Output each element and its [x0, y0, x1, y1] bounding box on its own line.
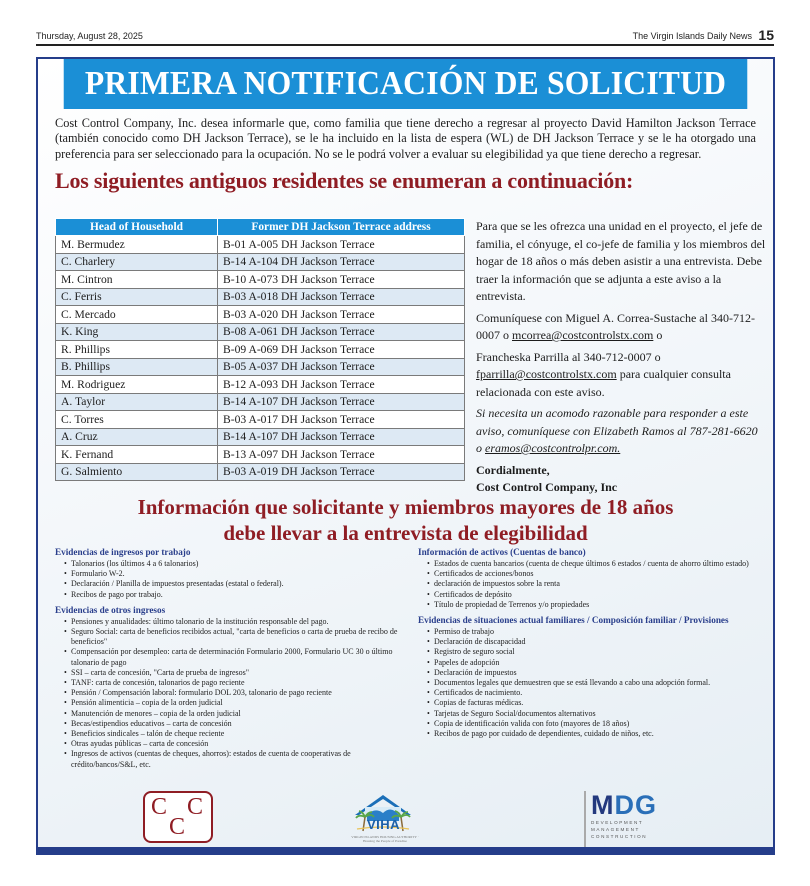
- mdg-m: M: [591, 790, 615, 820]
- closing: Cordialmente,: [476, 462, 550, 477]
- document-list-item: • Pensión / Compensación laboral: formulario DOL 203, talonario de pago reciente: [64, 688, 410, 698]
- residents-and-contact-section: [55, 218, 766, 494]
- document-list-item: • Recibos de pago por cuidado de dependientes, cuidado de niños, etc.: [427, 729, 763, 739]
- reasonable-accommodation-text: [476, 405, 766, 458]
- address-cell: B-03 A-020 DH Jackson Terrace: [218, 306, 465, 324]
- document-list-item: • Título de propiedad de Terrenos y/o propiedades: [427, 600, 763, 610]
- email-link-fparrilla[interactable]: fparrilla@costcontrolstx.com: [476, 367, 617, 381]
- newspaper-name: The Virgin Islands Daily News: [632, 31, 752, 41]
- contact-text: Francheska Parrilla al 340-712-0007 o: [476, 349, 661, 364]
- document-list-item: • Papeles de adopción: [427, 658, 763, 668]
- table-row: [56, 376, 465, 394]
- ccc-logo: [143, 791, 213, 843]
- ccc-letter: C: [187, 794, 204, 820]
- address-cell: B-12 A-093 DH Jackson Terrace: [218, 376, 465, 394]
- contact-text: Si necesita un acomodo razonable para responder a este aviso, comuníquese con Elizabeth Ramos al 787-281-6620 o: [476, 406, 758, 455]
- head-of-household-cell: K. King: [56, 323, 218, 341]
- head-of-household-cell: M. Bermudez: [56, 236, 218, 254]
- ccc-letter: C: [169, 814, 186, 840]
- head-of-household-cell: C. Ferris: [56, 288, 218, 306]
- residents-table: [55, 218, 465, 481]
- table-row: [56, 358, 465, 376]
- table-header-row: [56, 219, 465, 236]
- document-list-item: • Copia de identificación valida con foto (mayores de 18 años): [427, 719, 763, 729]
- document-list-item: • Declaración / Planilla de impuestos presentadas (estatal o federal).: [64, 579, 410, 589]
- head-of-household-cell: M. Rodriguez: [56, 376, 218, 394]
- contact-text: para cualquier consulta relacionada con este aviso.: [476, 367, 731, 399]
- document-list-item: • Ingresos de activos (cuentas de cheques, ahorros): estados de cuenta de cooperativas de crédito/bancos/S&L, etc.: [64, 749, 410, 769]
- contact-text: Comuníquese con Miguel A. Correa-Sustache al 340-712-0007 o: [476, 310, 755, 342]
- head-of-household-cell: C. Mercado: [56, 306, 218, 324]
- document-list-item: • declaración de impuestos sobre la renta: [427, 579, 763, 589]
- address-cell: B-13 A-097 DH Jackson Terrace: [218, 446, 465, 464]
- notice-title: PRIMERA NOTIFICACIÓN DE SOLICITUD: [64, 59, 748, 109]
- address-cell: B-03 A-018 DH Jackson Terrace: [218, 288, 465, 306]
- mdg-dg: DG: [614, 790, 657, 820]
- viha-logo: [343, 791, 423, 847]
- documents-left-column: [55, 547, 410, 775]
- intro-paragraph: Cost Control Company, Inc. desea informarle que, como familia que tiene derecho a regresar al proyecto David Hamilton Jackson Terrace (también conocido como DH Jackson Terrace), se le ha incluido en la lista de espera (WL) de DH Jackson Terrace y se le ha otorgado una preferencia para ser seleccionado para la ocupación. No se le podrá volver a evaluar su elegibilidad ya que tiene derecho a regresar.: [55, 116, 756, 161]
- head-of-household-cell: K. Fernand: [56, 446, 218, 464]
- head-of-household-cell: C. Torres: [56, 411, 218, 429]
- ccc-letter: C: [151, 794, 168, 820]
- address-cell: B-05 A-037 DH Jackson Terrace: [218, 358, 465, 376]
- head-of-household-cell: G. Salmiento: [56, 463, 218, 481]
- page-number: 15: [758, 27, 774, 43]
- table-row: [56, 341, 465, 359]
- table-row: [56, 236, 465, 254]
- document-list-item: • Seguro Social: carta de beneficios recibidos actual, "carta de beneficios o carta de prueba de recibo de beneficios": [64, 627, 410, 647]
- viha-tagline: VIRGIN ISLANDS HOUSING AUTHORITY · Housing the People of Paradise: [351, 835, 419, 843]
- address-cell: B-14 A-104 DH Jackson Terrace: [218, 253, 465, 271]
- residents-table-body: [56, 236, 465, 481]
- document-list-item: • Pensiones y anualidades: último talonario de la institución responsable del pago.: [64, 617, 410, 627]
- address-cell: B-01 A-005 DH Jackson Terrace: [218, 236, 465, 254]
- document-list-item: • Beneficios sindicales – talón de cheque reciente: [64, 729, 410, 739]
- mdg-wordmark: [591, 791, 684, 819]
- document-list-item: • Formulario W-2.: [64, 569, 410, 579]
- address-cell: B-10 A-073 DH Jackson Terrace: [218, 271, 465, 289]
- column-header-head-of-household: Head of Household: [56, 219, 218, 236]
- table-row: [56, 271, 465, 289]
- publication-date: Thursday, August 28, 2025: [36, 31, 143, 41]
- table-row: [56, 323, 465, 341]
- table-row: [56, 306, 465, 324]
- document-list-item: • Registro de seguro social: [427, 647, 763, 657]
- contact-miguel: [476, 310, 766, 345]
- head-of-household-cell: M. Cintron: [56, 271, 218, 289]
- table-row: [56, 428, 465, 446]
- address-cell: B-03 A-019 DH Jackson Terrace: [218, 463, 465, 481]
- document-list-item: • Certificados de acciones/bonos: [427, 569, 763, 579]
- address-cell: B-03 A-017 DH Jackson Terrace: [218, 411, 465, 429]
- table-row: [56, 288, 465, 306]
- address-cell: B-14 A-107 DH Jackson Terrace: [218, 428, 465, 446]
- document-category-heading: Evidencias de otros ingresos: [55, 604, 166, 615]
- contact-information: [476, 218, 766, 497]
- document-list: [427, 627, 763, 739]
- table-row: [56, 393, 465, 411]
- document-category-heading: Evidencias de ingresos por trabajo: [55, 547, 191, 557]
- document-list-item: • SSI – carta de concesión, "Carta de prueba de ingresos": [64, 668, 410, 678]
- document-list-item: • TANF: carta de concesión, talonarios de pago reciente: [64, 678, 410, 688]
- table-row: [56, 463, 465, 481]
- address-cell: B-14 A-107 DH Jackson Terrace: [218, 393, 465, 411]
- document-list-item: • Copias de facturas médicas.: [427, 698, 763, 708]
- document-list: [427, 559, 763, 610]
- documents-heading-line-1: Información que solicitante y miembros mayores de 18 años: [137, 495, 674, 519]
- document-list-item: • Tarjetas de Seguro Social/documentos alternativos: [427, 709, 763, 719]
- viha-wordmark: VIHA: [367, 817, 401, 832]
- email-link-mcorrea[interactable]: mcorrea@costcontrolstx.com: [512, 328, 654, 342]
- document-list-item: • Becas/estipendios educativos – carta de concesión: [64, 719, 410, 729]
- mdg-line: DEVELOPMENT: [591, 820, 644, 825]
- address-cell: B-08 A-061 DH Jackson Terrace: [218, 323, 465, 341]
- document-list-item: • Documentos legales que demuestren que se está llevando a cabo una adopción formal.: [427, 678, 763, 688]
- head-of-household-cell: A. Taylor: [56, 393, 218, 411]
- table-row: [56, 446, 465, 464]
- document-list-item: • Otras ayudas públicas – carta de concesión: [64, 739, 410, 749]
- document-list-item: • Manutención de menores – copia de la orden judicial: [64, 709, 410, 719]
- legal-notice-ad: [36, 57, 775, 855]
- document-category-heading: Evidencias de situaciones actual familiares / Composición familiar / Provisiones: [418, 615, 729, 626]
- mdg-logo: [584, 791, 684, 847]
- document-list-item: • Estados de cuenta bancarios (cuenta de cheque últimos 6 estados / cuenta de ahorro último estado): [427, 559, 763, 569]
- document-list-item: • Permiso de trabajo: [427, 627, 763, 637]
- document-category-heading: Información de activos (Cuentas de banco): [418, 547, 586, 557]
- mdg-line: MANAGEMENT: [591, 827, 640, 832]
- sponsor-logos: [38, 791, 773, 849]
- mdg-line: CONSTRUCTION: [591, 834, 648, 839]
- head-of-household-cell: C. Charlery: [56, 253, 218, 271]
- address-cell: B-09 A-069 DH Jackson Terrace: [218, 341, 465, 359]
- document-list: [64, 617, 410, 770]
- document-list-item: • Certificados de nacimiento.: [427, 688, 763, 698]
- document-list-item: • Talonarios (los últimos 4 a 6 talonarios): [64, 559, 410, 569]
- contact-text: o: [653, 328, 663, 342]
- head-of-household-cell: A. Cruz: [56, 428, 218, 446]
- documents-right-column: [418, 547, 763, 744]
- document-list-item: • Declaración de discapacidad: [427, 637, 763, 647]
- document-list-item: • Declaración de impuestos: [427, 668, 763, 678]
- documents-heading: [38, 494, 773, 546]
- interview-requirement-text: Para que se les ofrezca una unidad en el proyecto, el jefe de familia, el cónyuge, el co-jefe de familia y los miembros del hogar de 18 años o más deben asistir a una entrevista. Debe traer la información que se adjunta a este aviso a la entrevista.: [476, 219, 766, 303]
- document-list-item: • Pensión alimenticia – copia de la orden judicial: [64, 698, 410, 708]
- document-list-item: • Certificados de depósito: [427, 590, 763, 600]
- table-row: [56, 411, 465, 429]
- newspaper-page-header: [36, 26, 774, 46]
- email-link-eramos[interactable]: eramos@costcontrolpr.com.: [485, 441, 621, 455]
- document-list-item: • Recibos de pago por trabajo.: [64, 590, 410, 600]
- documents-heading-line-2: debe llevar a la entrevista de elegibilidad: [223, 521, 588, 545]
- document-list-item: • Compensación por desempleo: carta de determinación Formulario 2000, Formulario UC 30 o último talonario de pago: [64, 647, 410, 667]
- contact-francheska: [476, 349, 766, 402]
- head-of-household-cell: B. Phillips: [56, 358, 218, 376]
- column-header-address: Former DH Jackson Terrace address: [218, 219, 465, 236]
- head-of-household-cell: R. Phillips: [56, 341, 218, 359]
- residents-subheading: Los siguientes antiguos residentes se enumeran a continuación:: [55, 168, 634, 194]
- table-row: [56, 253, 465, 271]
- document-list: [64, 559, 410, 600]
- signature: Cost Control Company, Inc: [476, 480, 618, 494]
